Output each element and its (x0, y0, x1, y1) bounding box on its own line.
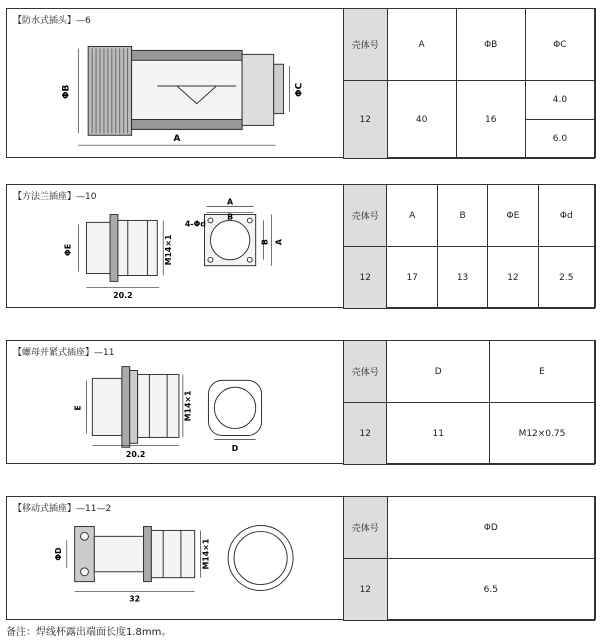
table-cell: 4.0 (525, 81, 594, 120)
section-caption: 【移动式插座】—11—2 (13, 504, 112, 514)
footnote: 备注：焊线杯露出端面长度1.8mm。 (6, 627, 172, 638)
section-caption: 【螺母并紧式插座】—11 (13, 348, 115, 358)
table-header-cell: ΦC (525, 9, 594, 81)
dim-label-c: ΦC (294, 82, 305, 97)
table-cell: 12 (344, 247, 387, 309)
table-cell: 40 (387, 81, 456, 159)
table-cell: 11 (387, 403, 489, 465)
section-square-flange-socket (6, 184, 596, 308)
dim-label-b: B (227, 212, 234, 222)
table-cell: 2.5 (538, 247, 594, 309)
dim-label-d: D (231, 444, 239, 454)
table-cell: 6.5 (387, 559, 594, 621)
table-header-cell: A (387, 185, 437, 247)
table-header-cell: 壳体号 (344, 185, 387, 247)
dim-label-a: A (173, 134, 181, 145)
dim-label-w: 20.2 (113, 291, 133, 301)
spec-table (343, 8, 595, 159)
section-waterproof-plug (6, 8, 596, 158)
mobile-socket-drawing (7, 497, 343, 619)
flange-socket-drawing (7, 185, 343, 307)
dim-label-m: M14×1 (183, 390, 193, 422)
table-cell: 12 (344, 403, 387, 465)
table-cell: 16 (456, 81, 525, 159)
table-header-cell: 壳体号 (344, 497, 388, 559)
table-header-cell: ΦE (488, 185, 538, 247)
spec-table (343, 496, 595, 621)
table-cell: 17 (387, 247, 437, 309)
table-cell: 12 (344, 81, 388, 159)
table-header-cell: ΦB (456, 9, 525, 81)
table-header-cell: 壳体号 (344, 9, 388, 81)
dim-label-e: E (73, 405, 83, 411)
table-header-cell: B (437, 185, 487, 247)
dim-label-m: M14×1 (164, 234, 174, 266)
table-cell: 12 (344, 559, 388, 621)
dim-label-a: A (227, 197, 234, 207)
dim-label-w: 32 (129, 594, 141, 604)
table-header-cell: D (387, 341, 489, 403)
table-header-cell: ΦD (387, 497, 594, 559)
table-cell: 12 (488, 247, 538, 309)
dim-label-a-side: A (274, 239, 284, 246)
table-header-cell: Φd (538, 185, 594, 247)
table-header-cell: E (489, 341, 594, 403)
dim-label-e: ΦE (63, 243, 73, 256)
plug-drawing (7, 9, 343, 157)
section-mobile-socket (6, 496, 596, 620)
spec-table (343, 340, 595, 465)
dim-label-hole: 4-Φd (184, 219, 206, 229)
dim-label-d: ΦD (53, 547, 63, 561)
table-cell: 13 (437, 247, 487, 309)
dim-label-b: ΦB (61, 84, 72, 100)
nut-socket-drawing (7, 341, 343, 463)
table-cell: 6.0 (525, 120, 594, 159)
table-cell: M12×0.75 (489, 403, 594, 465)
spec-table (343, 184, 595, 309)
dim-label-b-side: B (260, 239, 270, 246)
table-header-cell: 壳体号 (344, 341, 387, 403)
dim-label-w: 20.2 (125, 450, 146, 460)
section-nut-locking-socket (6, 340, 596, 464)
table-header-cell: A (387, 9, 456, 81)
section-caption: 【方法兰插座】—10 (13, 192, 97, 202)
section-caption: 【防水式插头】—6 (13, 16, 91, 26)
dim-label-m: M14×1 (201, 538, 211, 570)
